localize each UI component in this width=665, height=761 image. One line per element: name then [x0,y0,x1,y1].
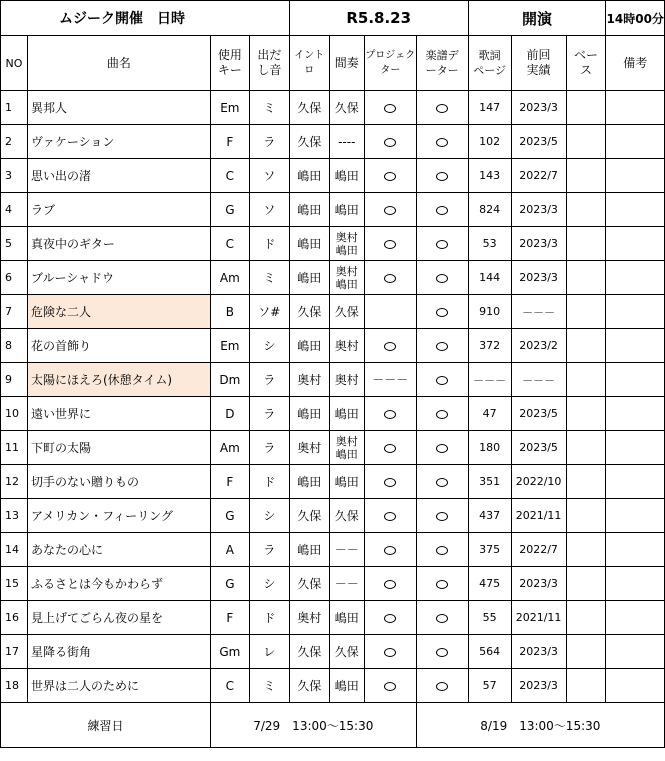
intro-player: 嶋田 [289,465,329,499]
column-header-row [1,36,665,91]
song-key: Gm [210,635,249,669]
remarks-cell [606,91,665,125]
table-row [1,261,665,295]
song-key: C [210,159,249,193]
projector-status [364,635,416,669]
date-cell [289,1,468,36]
footer-row [1,703,665,748]
lyrics-page: 144 [468,261,511,295]
bass-cell [566,329,606,363]
interlude-player: 嶋田 [329,397,364,431]
previous-date: 2022/7 [511,533,566,567]
table-row [1,431,665,465]
circle-mark-icon [384,682,396,691]
header-row [1,1,665,36]
remarks-cell [606,533,665,567]
interlude-player: 嶋田 [329,601,364,635]
bass-cell [566,567,606,601]
circle-mark-icon [436,104,448,113]
intro-player: 嶋田 [289,261,329,295]
table-row [1,125,665,159]
score-status [416,91,468,125]
song-title: ラブ [27,193,210,227]
col-interlude: 間奏 [329,36,364,91]
projector-status [364,499,416,533]
practice-date-2: 8/19 13:00～15:30 [416,703,664,748]
remarks-cell [606,499,665,533]
projector-status [364,193,416,227]
intro-player: 奥村 [289,363,329,397]
song-key: D [210,397,249,431]
intro-player: 嶋田 [289,329,329,363]
projector-status: －－－ [364,363,416,397]
intro-player: 久保 [289,295,329,329]
remarks-cell [606,193,665,227]
lyrics-page: 375 [468,533,511,567]
table-row [1,295,665,329]
lyrics-page: 564 [468,635,511,669]
bass-cell [566,669,606,703]
lyrics-page: 53 [468,227,511,261]
song-key: G [210,499,249,533]
start-note: ソ [249,193,289,227]
table-row [1,159,665,193]
bass-cell [566,635,606,669]
intro-player: 嶋田 [289,533,329,567]
col-score: 楽譜デ ーター [416,36,468,91]
circle-mark-icon [384,444,396,453]
circle-mark-icon [384,206,396,215]
song-title: アメリカン・フィーリング [27,499,210,533]
bass-cell [566,431,606,465]
lyrics-page: 47 [468,397,511,431]
bass-cell [566,91,606,125]
remarks-cell [606,125,665,159]
lyrics-page: 475 [468,567,511,601]
table-row [1,567,665,601]
bass-cell [566,227,606,261]
lyrics-page: 143 [468,159,511,193]
row-number: 18 [1,669,28,703]
interlude-player: 久保 [329,635,364,669]
previous-date: 2022/7 [511,159,566,193]
lyrics-page: 372 [468,329,511,363]
score-status [416,261,468,295]
start-note: ソ [249,159,289,193]
remarks-cell [606,295,665,329]
song-title: 世界は二人のために [27,669,210,703]
interlude-player: 久保 [329,91,364,125]
song-key: F [210,125,249,159]
interlude-player: 嶋田 [329,669,364,703]
previous-date: －－－ [511,363,566,397]
circle-mark-icon [384,580,396,589]
previous-date: 2023/3 [511,567,566,601]
lyrics-page: 351 [468,465,511,499]
event-title: ムジーク開催 日時 [59,11,185,27]
circle-mark-icon [384,410,396,419]
bass-cell [566,465,606,499]
projector-status [364,601,416,635]
row-number: 5 [1,227,28,261]
intro-player: 嶋田 [289,227,329,261]
song-key: B [210,295,249,329]
remarks-cell [606,635,665,669]
col-title: 曲名 [27,36,210,91]
intro-player: 久保 [289,91,329,125]
table-row [1,363,665,397]
circle-mark-icon [384,478,396,487]
intro-player: 久保 [289,635,329,669]
row-number: 6 [1,261,28,295]
start-note: ラ [249,431,289,465]
intro-player: 久保 [289,567,329,601]
song-key: Em [210,329,249,363]
interlude-player: 嶋田 [329,193,364,227]
score-status [416,499,468,533]
row-number: 4 [1,193,28,227]
table-row [1,397,665,431]
remarks-cell [606,601,665,635]
circle-mark-icon [436,546,448,555]
col-bass: ベー ス [566,36,606,91]
lyrics-page: 824 [468,193,511,227]
intro-player: 奥村 [289,601,329,635]
previous-date: 2021/11 [511,499,566,533]
previous-date: 2023/3 [511,635,566,669]
start-note: ラ [249,363,289,397]
interlude-player: 奥村 嶋田 [329,431,364,465]
previous-date: 2023/5 [511,397,566,431]
song-key: Em [210,91,249,125]
circle-mark-icon [436,478,448,487]
circle-mark-icon [384,138,396,147]
intro-player: 久保 [289,125,329,159]
start-note: ラ [249,125,289,159]
circle-mark-icon [436,648,448,657]
bass-cell [566,397,606,431]
previous-date: 2023/3 [511,261,566,295]
circle-mark-icon [384,614,396,623]
song-title: 太陽にほえろ(休憩タイム) [27,363,210,397]
score-status [416,397,468,431]
table-row [1,227,665,261]
projector-status [364,431,416,465]
remarks-cell [606,363,665,397]
col-key: 使用 キー [210,36,249,91]
projector-status [364,397,416,431]
song-key: Am [210,431,249,465]
row-number: 13 [1,499,28,533]
intro-player: 久保 [289,669,329,703]
score-status [416,159,468,193]
lyrics-page: －－－ [468,363,511,397]
bass-cell [566,159,606,193]
interlude-player: 久保 [329,295,364,329]
start-note: シ [249,567,289,601]
start-note: ド [249,227,289,261]
lyrics-page: 55 [468,601,511,635]
remarks-cell [606,567,665,601]
song-key: A [210,533,249,567]
bass-cell [566,601,606,635]
remarks-cell [606,227,665,261]
lyrics-page: 57 [468,669,511,703]
previous-date: －－－ [511,295,566,329]
song-title: ふるさとは今もかわらず [27,567,210,601]
score-status [416,329,468,363]
projector-status [364,669,416,703]
projector-status [364,261,416,295]
song-title: ブルーシャドウ [27,261,210,295]
col-lyrics: 歌詞 ページ [468,36,511,91]
previous-date: 2022/10 [511,465,566,499]
col-no: NO [1,36,28,91]
interlude-player: 奥村 嶋田 [329,227,364,261]
table-row [1,329,665,363]
song-title: 星降る街角 [27,635,210,669]
row-number: 1 [1,91,28,125]
remarks-cell [606,397,665,431]
table-row [1,465,665,499]
lyrics-page: 102 [468,125,511,159]
row-number: 14 [1,533,28,567]
bass-cell [566,533,606,567]
song-key: G [210,193,249,227]
song-title: 遠い世界に [27,397,210,431]
circle-mark-icon [384,274,396,283]
remarks-cell [606,329,665,363]
song-title: 花の首飾り [27,329,210,363]
table-row [1,635,665,669]
start-note: ミ [249,261,289,295]
row-number: 12 [1,465,28,499]
lyrics-page: 437 [468,499,511,533]
previous-date: 2023/2 [511,329,566,363]
projector-status [364,159,416,193]
row-number: 11 [1,431,28,465]
interlude-player: ---- [329,125,364,159]
table-row [1,193,665,227]
circle-mark-icon [436,580,448,589]
previous-date: 2023/3 [511,193,566,227]
song-key: F [210,465,249,499]
remarks-cell [606,261,665,295]
previous-date: 2023/3 [511,669,566,703]
start-note: ラ [249,397,289,431]
bass-cell [566,363,606,397]
bass-cell [566,261,606,295]
practice-label: 練習日 [1,703,211,748]
score-status [416,669,468,703]
remarks-cell [606,159,665,193]
circle-mark-icon [436,308,448,317]
start-note: ラ [249,533,289,567]
song-title: 危険な二人 [27,295,210,329]
intro-player: 嶋田 [289,193,329,227]
intro-player: 久保 [289,499,329,533]
song-key: Am [210,261,249,295]
start-note: ミ [249,91,289,125]
start-note: シ [249,499,289,533]
start-note: ド [249,601,289,635]
score-status [416,363,468,397]
event-cell [1,1,290,36]
previous-date: 2023/5 [511,431,566,465]
bass-cell [566,193,606,227]
practice-date-1: 7/29 13:00～15:30 [210,703,416,748]
col-projector: プロジェク ター [364,36,416,91]
circle-mark-icon [436,342,448,351]
start-note: ド [249,465,289,499]
circle-mark-icon [436,240,448,249]
projector-status [364,329,416,363]
interlude-player: 嶋田 [329,159,364,193]
start-note: ミ [249,669,289,703]
circle-mark-icon [384,342,396,351]
row-number: 3 [1,159,28,193]
start-note: ソ# [249,295,289,329]
circle-mark-icon [384,546,396,555]
interlude-player: 久保 [329,499,364,533]
lyrics-page: 910 [468,295,511,329]
interlude-player: －－ [329,567,364,601]
start-note: レ [249,635,289,669]
score-status [416,567,468,601]
event-type: 開演 [522,9,553,28]
song-title: 下町の太陽 [27,431,210,465]
previous-date: 2023/5 [511,125,566,159]
row-number: 8 [1,329,28,363]
row-number: 10 [1,397,28,431]
row-number: 2 [1,125,28,159]
circle-mark-icon [384,512,396,521]
lyrics-page: 180 [468,431,511,465]
intro-player: 奥村 [289,431,329,465]
projector-status [364,91,416,125]
song-title: あなたの心に [27,533,210,567]
table-row [1,533,665,567]
bass-cell [566,499,606,533]
previous-date: 2023/3 [511,227,566,261]
col-intro: イントロ [289,36,329,91]
score-status [416,193,468,227]
lyrics-page: 147 [468,91,511,125]
intro-player: 嶋田 [289,159,329,193]
circle-mark-icon [436,614,448,623]
start-note: シ [249,329,289,363]
previous-date: 2021/11 [511,601,566,635]
song-title: 異邦人 [27,91,210,125]
song-title: 見上げてごらん夜の星を [27,601,210,635]
projector-status [364,227,416,261]
score-status [416,295,468,329]
projector-status [364,295,416,329]
circle-mark-icon [384,104,396,113]
circle-mark-icon [436,682,448,691]
circle-mark-icon [436,206,448,215]
table-row [1,669,665,703]
circle-mark-icon [384,240,396,249]
circle-mark-icon [436,410,448,419]
song-title: 思い出の渚 [27,159,210,193]
projector-status [364,533,416,567]
circle-mark-icon [436,512,448,521]
bass-cell [566,295,606,329]
score-status [416,465,468,499]
interlude-player: －－ [329,533,364,567]
score-status [416,227,468,261]
projector-status [364,125,416,159]
row-number: 7 [1,295,28,329]
interlude-player: 嶋田 [329,465,364,499]
interlude-player: 奥村 嶋田 [329,261,364,295]
table-row [1,499,665,533]
previous-date: 2023/3 [511,91,566,125]
event-date: R5.8.23 [346,9,412,27]
col-remarks: 備考 [606,36,665,91]
row-number: 16 [1,601,28,635]
col-start-note: 出だ し音 [249,36,289,91]
bass-cell [566,125,606,159]
score-status [416,533,468,567]
circle-mark-icon [436,444,448,453]
remarks-cell [606,431,665,465]
song-key: G [210,567,249,601]
score-status [416,125,468,159]
song-key: Dm [210,363,249,397]
row-number: 15 [1,567,28,601]
song-key: C [210,227,249,261]
table-row [1,91,665,125]
remarks-cell [606,669,665,703]
circle-mark-icon [384,172,396,181]
circle-mark-icon [436,376,448,385]
circle-mark-icon [384,648,396,657]
event-time: 14時00分 [606,11,664,26]
song-key: C [210,669,249,703]
intro-player: 嶋田 [289,397,329,431]
score-status [416,431,468,465]
interlude-player: 奥村 [329,329,364,363]
time-cell [606,1,665,36]
circle-mark-icon [436,138,448,147]
score-status [416,601,468,635]
projector-status [364,465,416,499]
interlude-player: 奥村 [329,363,364,397]
song-key: F [210,601,249,635]
circle-mark-icon [436,274,448,283]
song-title: ヴァケーション [27,125,210,159]
col-previous: 前回 実績 [511,36,566,91]
projector-status [364,567,416,601]
row-number: 17 [1,635,28,669]
type-cell [468,1,606,36]
circle-mark-icon [436,172,448,181]
row-number: 9 [1,363,28,397]
score-status [416,635,468,669]
table-row [1,601,665,635]
song-title: 真夜中のギター [27,227,210,261]
song-title: 切手のない贈りもの [27,465,210,499]
remarks-cell [606,465,665,499]
